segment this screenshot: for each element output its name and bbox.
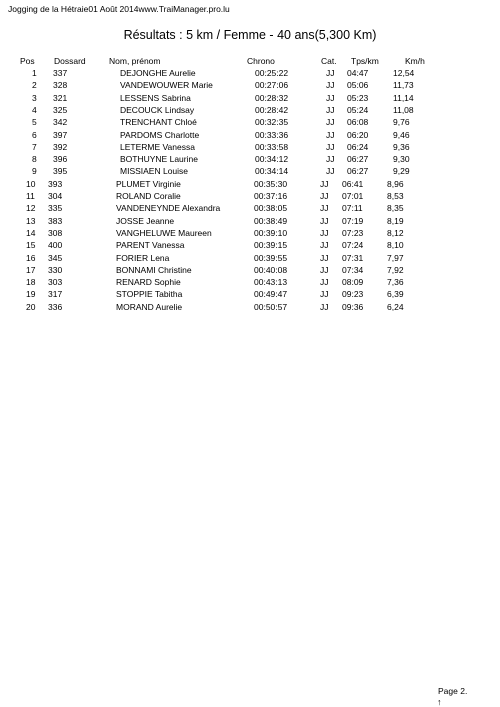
- row-name: ROLAND Coralie: [116, 191, 181, 201]
- row-pos: 18: [26, 277, 36, 288]
- event-name: Jogging de la Hétraie: [8, 4, 89, 14]
- row-pos: 14: [26, 227, 36, 238]
- row-kmh: 11,73: [393, 80, 414, 91]
- row-kmh: 9,46: [393, 129, 410, 140]
- row-cat: JJ: [320, 240, 329, 251]
- row-pos: 17: [26, 264, 36, 275]
- row-pos: 5: [32, 117, 37, 128]
- row-chrono: 00:39:55: [254, 252, 288, 263]
- row-tps: 07:19: [342, 215, 364, 226]
- table-row: [0, 277, 500, 289]
- row-kmh: 9,30: [393, 154, 410, 165]
- row-kmh: 6,24: [387, 301, 404, 312]
- row-dossard: 392: [53, 141, 68, 152]
- table-row: [0, 105, 500, 117]
- row-name: LESSENS Sabrina: [120, 92, 191, 103]
- table-row: [0, 216, 500, 228]
- row-dossard: 304: [48, 191, 63, 201]
- table-row: [0, 68, 500, 80]
- row-name: PARENT Vanessa: [116, 240, 185, 251]
- row-name: VANGHELUWE Maureen: [116, 227, 212, 238]
- row-pos: 6: [32, 129, 37, 140]
- row-tps: 08:09: [342, 277, 364, 288]
- row-pos: 15: [26, 240, 36, 251]
- row-tps: 09:36: [342, 301, 364, 312]
- row-pos: 13: [26, 215, 36, 226]
- row-tps: 06:41: [342, 178, 364, 189]
- row-chrono: 00:33:36: [255, 129, 289, 140]
- table-row: [0, 179, 500, 191]
- row-chrono: 00:50:57: [254, 301, 288, 312]
- table-row: [0, 80, 500, 92]
- row-tps: 06:27: [347, 154, 369, 165]
- row-cat: JJ: [326, 104, 335, 115]
- table-row: [0, 289, 500, 301]
- row-kmh: 8,12: [387, 227, 404, 238]
- row-tps: 07:24: [342, 240, 364, 251]
- row-dossard: 325: [53, 104, 68, 115]
- row-chrono: 00:34:14: [255, 166, 289, 177]
- row-cat: JJ: [326, 166, 335, 177]
- row-dossard: 336: [48, 301, 63, 312]
- table-row: [0, 203, 500, 215]
- row-name: BOTHUYNE Laurine: [120, 154, 198, 165]
- row-chrono: 00:32:35: [255, 117, 289, 128]
- row-kmh: 8,19: [387, 215, 404, 226]
- row-kmh: 8,53: [387, 191, 404, 201]
- row-kmh: 9,76: [393, 117, 410, 128]
- row-dossard: 345: [48, 252, 63, 263]
- row-chrono: 00:34:12: [255, 154, 289, 165]
- row-chrono: 00:38:05: [254, 203, 288, 214]
- row-dossard: 400: [48, 240, 63, 251]
- row-pos: 10: [26, 178, 36, 189]
- row-name: TRENCHANT Chloé: [120, 117, 197, 128]
- row-name: DEJONGHE Aurelie: [120, 68, 196, 78]
- row-chrono: 00:39:15: [254, 240, 288, 251]
- row-kmh: 7,36: [387, 277, 404, 288]
- table-row: [0, 265, 500, 277]
- row-chrono: 00:43:13: [254, 277, 288, 288]
- column-header-dossard: Dossard: [54, 56, 86, 66]
- row-dossard: 303: [48, 277, 63, 288]
- row-pos: 9: [32, 166, 37, 177]
- row-chrono: 00:39:10: [254, 227, 288, 238]
- table-row: [0, 93, 500, 105]
- row-cat: JJ: [326, 68, 335, 78]
- row-kmh: 11,14: [393, 92, 414, 103]
- row-dossard: 396: [53, 154, 68, 165]
- row-tps: 06:08: [347, 117, 369, 128]
- row-dossard: 383: [48, 215, 63, 226]
- row-pos: 16: [26, 252, 36, 263]
- row-name: MISSIAEN Louise: [120, 166, 189, 177]
- row-tps: 09:23: [342, 289, 364, 300]
- row-kmh: 7,97: [387, 252, 404, 263]
- row-chrono: 00:27:06: [255, 80, 289, 91]
- row-name: DECOUCK Lindsay: [120, 104, 195, 115]
- row-cat: JJ: [320, 227, 329, 238]
- row-cat: JJ: [320, 215, 329, 226]
- row-kmh: 9,29: [393, 166, 410, 177]
- row-pos: 7: [32, 141, 37, 152]
- row-chrono: 00:35:30: [254, 178, 288, 189]
- row-cat: JJ: [326, 92, 335, 103]
- table-row: [0, 240, 500, 252]
- up-arrow-icon: ↑: [437, 697, 442, 707]
- row-name: PARDOMS Charlotte: [120, 129, 200, 140]
- row-dossard: 321: [53, 92, 68, 103]
- column-header-chrono: Chrono: [247, 56, 275, 66]
- row-cat: JJ: [320, 252, 329, 263]
- row-name: RENARD Sophie: [116, 277, 181, 288]
- row-name: LETERME Vanessa: [120, 141, 195, 152]
- row-chrono: 00:37:16: [254, 191, 288, 201]
- row-tps: 05:23: [347, 92, 369, 103]
- row-tps: 07:31: [342, 252, 364, 263]
- row-pos: 12: [26, 203, 36, 214]
- row-name: STOPPIE Tabitha: [116, 289, 183, 300]
- row-chrono: 00:40:08: [254, 264, 288, 275]
- table-row: [0, 154, 500, 166]
- row-kmh: 8,96: [387, 178, 404, 189]
- row-dossard: 395: [53, 166, 68, 177]
- row-tps: 07:01: [342, 191, 364, 201]
- row-cat: JJ: [326, 154, 335, 165]
- row-tps: 06:20: [347, 129, 369, 140]
- table-row: [0, 228, 500, 240]
- row-cat: JJ: [326, 80, 335, 91]
- row-cat: JJ: [320, 264, 329, 275]
- event-date: 01 Août 2014: [88, 4, 139, 14]
- row-pos: 19: [26, 289, 36, 300]
- row-pos: 3: [32, 92, 37, 103]
- row-kmh: 6,39: [387, 289, 404, 300]
- row-tps: 05:24: [347, 104, 369, 115]
- row-kmh: 9,36: [393, 141, 410, 152]
- row-pos: 2: [32, 80, 37, 91]
- table-row: [0, 166, 500, 178]
- row-kmh: 7,92: [387, 264, 404, 275]
- row-cat: JJ: [326, 129, 335, 140]
- row-dossard: 328: [53, 80, 68, 91]
- row-kmh: 11,08: [393, 104, 414, 115]
- row-cat: JJ: [320, 289, 329, 300]
- row-cat: JJ: [326, 141, 335, 152]
- table-row: [0, 253, 500, 265]
- row-name: VANDENEYNDE Alexandra: [116, 203, 221, 214]
- row-dossard: 330: [48, 264, 63, 275]
- table-row: [0, 302, 500, 314]
- column-header-cat: Cat.: [321, 56, 337, 66]
- site-url: www.TraiManager.pro.lu: [138, 4, 230, 14]
- row-cat: JJ: [320, 191, 329, 201]
- row-chrono: 00:28:42: [255, 104, 289, 115]
- row-name: BONNAMI Christine: [116, 264, 192, 275]
- results-title: Résultats : 5 km / Femme - 40 ans(5,300 Km): [123, 28, 377, 42]
- row-pos: 1: [32, 68, 37, 78]
- row-cat: JJ: [320, 301, 329, 312]
- row-chrono: 00:28:32: [255, 92, 289, 103]
- row-tps: 06:27: [347, 166, 369, 177]
- row-chrono: 00:25:22: [255, 68, 289, 78]
- row-tps: 04:47: [347, 68, 369, 78]
- row-name: PLUMET Virginie: [116, 178, 181, 189]
- row-dossard: 308: [48, 227, 63, 238]
- column-header-kmh: Km/h: [405, 56, 425, 66]
- row-name: MORAND Aurelie: [116, 301, 183, 312]
- row-dossard: 342: [53, 117, 68, 128]
- row-chrono: 00:49:47: [254, 289, 288, 300]
- row-tps: 07:34: [342, 264, 364, 275]
- row-name: FORIER Lena: [116, 252, 170, 263]
- row-kmh: 12,54: [393, 68, 415, 78]
- row-cat: JJ: [326, 117, 335, 128]
- row-name: JOSSE Jeanne: [116, 215, 175, 226]
- row-cat: JJ: [320, 203, 329, 214]
- row-dossard: 337: [53, 68, 68, 78]
- column-header-tps: Tps/km: [351, 56, 379, 66]
- table-row: [0, 191, 500, 203]
- row-tps: 06:24: [347, 141, 369, 152]
- row-kmh: 8,10: [387, 240, 404, 251]
- row-chrono: 00:38:49: [254, 215, 288, 226]
- row-tps: 07:11: [342, 203, 363, 214]
- row-dossard: 335: [48, 203, 63, 214]
- row-pos: 20: [26, 301, 36, 312]
- column-header-row: [0, 56, 500, 68]
- row-pos: 8: [32, 154, 37, 165]
- column-header-pos: Pos: [20, 56, 35, 66]
- row-cat: JJ: [320, 277, 329, 288]
- table-row: [0, 142, 500, 154]
- row-tps: 05:06: [347, 80, 369, 91]
- row-dossard: 317: [48, 289, 63, 300]
- row-chrono: 00:33:58: [255, 141, 289, 152]
- document-header: [8, 4, 230, 14]
- table-row: [0, 117, 500, 129]
- row-pos: 4: [32, 104, 37, 115]
- row-tps: 07:23: [342, 227, 364, 238]
- page-number: Page 2.: [438, 686, 468, 696]
- row-dossard: 393: [48, 178, 63, 189]
- table-row: [0, 130, 500, 142]
- column-header-name: Nom, prénom: [109, 56, 161, 66]
- row-cat: JJ: [320, 178, 329, 189]
- row-dossard: 397: [53, 129, 68, 140]
- row-kmh: 8,35: [387, 203, 404, 214]
- row-pos: 11: [26, 191, 35, 201]
- row-name: VANDEWOUWER Marie: [120, 80, 213, 91]
